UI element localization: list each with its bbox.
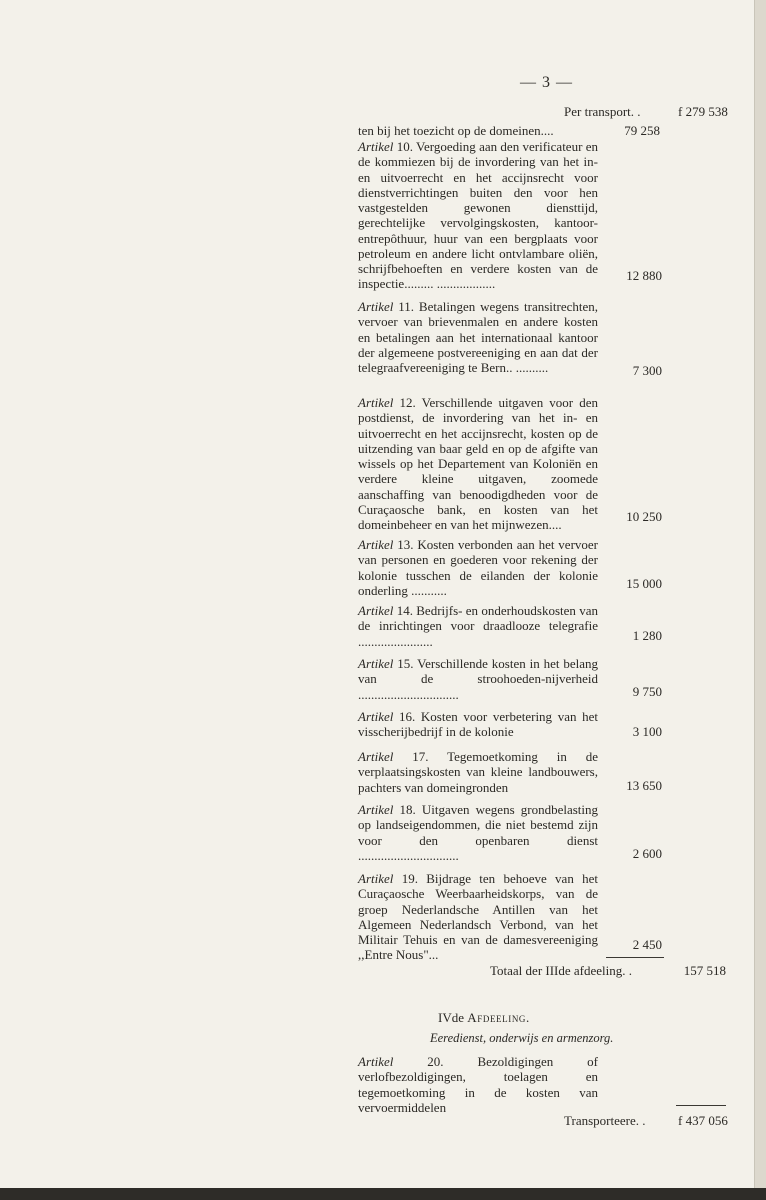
entry-text: 16. Kosten voor verbetering van het visscherijbedrijf in de kolonie [358,709,598,740]
section-ordinal: IVde [438,1010,464,1025]
entry-text: 17. Tegemoetkoming in de verplaatsingskosten van kleine landbouwers, pachters van domeingronden [358,749,599,795]
article-label: Artikel [358,802,394,817]
entry-artikel-18 [358,802,598,863]
article-label: Artikel [358,749,394,764]
entry-text: 14. Bedrijfs- en onderhoudskosten van de inrichtingen voor draadlooze telegrafie ....................... [358,603,599,649]
entry-amount: 7 300 [632,363,662,378]
transport-in-currency: f [678,104,683,119]
entry-artikel-10 [358,139,598,292]
total-amount: 157 518 [683,963,726,978]
entry-amount: 2 600 [632,846,662,861]
page-edge-right [755,0,766,1200]
entry-amount: 13 650 [626,778,662,793]
entry-text: 19. Bijdrage ten behoeve van het Curaçaosche Weerbaarheidskorps, van de groep Nederlandsche Antillen van het Algemeen Nederlandsch Verbond, van het Militair Tehuis en van de damesvereeniging ,,Entre Nous"... [358,871,599,963]
entry-text: 18. Uitgaven wegens grondbelasting op landseigendommen, die niet bestemd zijn voor den openbaren dienst ............................... [358,802,599,863]
transport-rule [676,1105,726,1106]
article-label: Artikel [358,299,394,314]
entry-text: 10. Vergoeding aan den verificateur en de kommiezen bij de invordering van het in- en uitvoerrecht en het accijnsrecht voor dienstverrichtingen buiten den voor hen vastgestelden gewonen diensttijd, gerechtelijke vervolgingskosten, kantoor- entrepôthuur, huur van een bergplaats voor petroleum en andere licht ontvlambare oliën, schrijfbehoeften en verdere kosten van de inspectie......... .................. [358,139,598,292]
section-subtitle: Eeredienst, onderwijs en armenzorg. [430,1031,614,1045]
subtotal-rule [606,957,664,958]
entry-amount: 10 250 [626,509,662,524]
article-label: Artikel [358,871,394,886]
entry-text: 12. Verschillende uitgaven voor den postdienst, de invordering van het in- en uitvoerrecht en het accijnsrecht, kosten op de uitzending van baar geld en op de afgifte van wissels op het Departement van Koloniën en verdere kleine uitgaven, zoomede aanschaffing van benoodigdheden voor de Curaçaosche bank, en kosten van het domeinbeheer en van het mijnwezen.... [358,395,598,532]
entry-artikel-15 [358,656,598,702]
article-label: Artikel [358,656,394,671]
entry-amount: 3 100 [632,724,662,739]
transport-out-line [564,1113,739,1129]
section-heading [438,1010,530,1026]
entry-artikel-13 [358,537,598,598]
transport-in-label: Per transport. . [564,104,641,119]
entry-amount: 12 880 [626,268,662,283]
article-label: Artikel [358,537,394,552]
entry-text: 11. Betalingen wegens transitrechten, vervoer van brievenmalen en andere kosten en betalingen aan het internationaal kantoor der algemeene postvereeniging en aan dat der telegraafvereeniging te Bern.. .......... [358,299,598,375]
entry-amount: 15 000 [626,576,662,591]
entry-continuation [358,123,598,138]
entry-artikel-14 [358,603,598,649]
entry-text: ten bij het toezicht op de domeinen.... [358,123,554,138]
entry-text: 15. Verschillende kosten in het belang van de stroohoeden-nijverheid ............................... [358,656,598,702]
transport-in-amount: 279 538 [685,104,728,119]
article-label: Artikel [358,1054,394,1069]
article-label: Artikel [358,139,394,154]
entry-artikel-20 [358,1054,598,1115]
article-label: Artikel [358,709,394,724]
article-label: Artikel [358,395,394,410]
entry-artikel-11 [358,299,598,375]
page-number: — 3 — [520,74,573,91]
transport-out-amount: 437 056 [685,1113,728,1128]
entry-artikel-17 [358,749,598,795]
entry-amount: 79 258 [624,123,660,138]
page-edge-bottom [0,1188,766,1200]
transport-out-currency: f [678,1113,683,1128]
section-name: Afdeeling. [467,1010,530,1025]
transport-out-label: Transporteere. . [564,1113,646,1128]
entry-amount: 1 280 [632,628,662,643]
total-label: Totaal der IIIde afdeeling. . [490,963,633,978]
entry-artikel-16 [358,709,598,740]
entry-amount: 2 450 [632,937,662,952]
entry-artikel-12 [358,395,598,532]
entry-text: 20. Bezoldigingen of verlofbezoldigingen, toelagen en tegemoetkoming in de kosten van vervoermiddelen [358,1054,598,1115]
entry-artikel-19 [358,871,598,963]
article-label: Artikel [358,603,394,618]
entry-amount: 9 750 [632,684,662,699]
entry-text: 13. Kosten verbonden aan het vervoer van personen en goederen voor rekening der kolonie tusschen de eilanden der kolonie onderling ........... [358,537,598,598]
transport-in-line [564,104,739,120]
